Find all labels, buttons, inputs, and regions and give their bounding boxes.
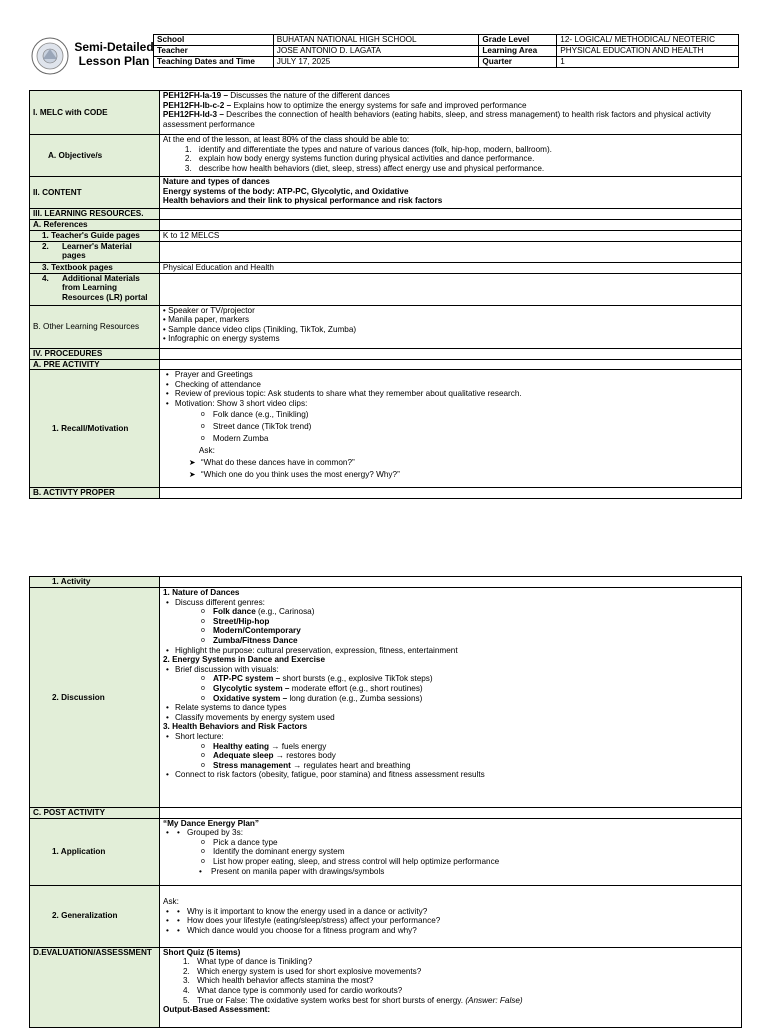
melc-label: I. MELC with CODE (30, 91, 160, 135)
system-item: o ATP-PC system – short bursts (e.g., explosive TikTok steps) (163, 674, 738, 684)
recall-item: • Prayer and Greetings (163, 370, 738, 380)
genre-item: o Modern/Contemporary (163, 626, 738, 636)
evaluation-label: D.EVALUATION/ASSESSMENT (30, 947, 160, 1027)
dates-value: JULY 17, 2025 (273, 57, 479, 68)
question-item: How does your lifestyle (eating/sleep/stress) affect your performance? (186, 916, 441, 926)
melc-item: PEH12FH-Id-3 – Describes the connection of health behaviors (eating habits, sleep, and stress management) to health risk factors and physical activity assessment performance (162, 110, 711, 129)
recall-label: 1. Recall/Motivation (30, 370, 160, 488)
discussion-label: 2. Discussion (30, 588, 160, 808)
list-item: • Relate systems to dance types (163, 703, 738, 713)
grade-label: Grade Level (479, 35, 557, 46)
other-resources-label: B. Other Learning Resources (30, 305, 160, 348)
teacher-value: JOSE ANTONIO D. LAGATA (273, 46, 479, 57)
genre-item: o Folk dance (e.g., Carinosa) (163, 607, 738, 617)
discussion-content (159, 588, 741, 808)
list-item: Grouped by 3s: (186, 828, 243, 838)
content-lines (159, 177, 741, 209)
section-title: 2. Energy Systems in Dance and Exercise (162, 655, 325, 665)
generalization-content: Ask: • • Why is it important to know the energy used in a dance or activity? • • How does your lifestyle (eating/sleep/stress) affect your performance? • • Which dance would you choose for a fitness program and why? (159, 885, 741, 947)
objective-item: 3. describe how health behaviors (diet, sleep, stress) affect energy use and physical performance. (184, 163, 545, 173)
resource-item: • Infographic on energy systems (162, 334, 280, 344)
teacher-label: Teacher (154, 46, 274, 57)
quarter-value: 1 (557, 57, 739, 68)
quarter-label: Quarter (479, 57, 557, 68)
generalization-label: 2. Generalization (30, 885, 160, 947)
step-item: o Identify the dominant energy system (163, 847, 738, 857)
step-item: o List how proper eating, sleep, and stress control will help optimize performance (163, 857, 738, 867)
video-clip-item: o Folk dance (e.g., Tinikling) (163, 409, 738, 421)
video-clip-item: o Modern Zumba (163, 433, 738, 445)
teachers-guide-label: 1. Teacher's Guide pages (30, 230, 160, 241)
system-item: o Oxidative system – long duration (e.g., Zumba sessions) (163, 694, 738, 704)
behavior-item: o Healthy eating → fuels energy (163, 742, 738, 752)
list-item: • Present on manila paper with drawings/symbols (198, 866, 385, 876)
resource-item: • Speaker or TV/projector (162, 305, 255, 315)
question-item: Which dance would you choose for a fitness program and why? (186, 925, 417, 935)
quiz-item: 3. Which health behavior affects stamina the most? (182, 976, 374, 986)
document-title (74, 40, 154, 68)
step-item: o Pick a dance type (163, 838, 738, 848)
list-item: • Highlight the purpose: cultural preservation, expression, fitness, entertainment (163, 646, 738, 656)
objectives-content (159, 135, 741, 177)
quiz-item: 4. What dance type is commonly used for cardio workouts? (182, 985, 403, 995)
recall-item: • Review of previous topic: Ask students to share what they remember about qualitative research. (163, 389, 738, 399)
content-label: II. CONTENT (30, 177, 160, 209)
quiz-item: 1. What type of dance is Tinikling? (182, 957, 313, 967)
question-item: Why is it important to know the energy used in a dance or activity? (186, 906, 428, 916)
recall-content (159, 370, 741, 488)
procedures-label: IV. PROCEDURES (30, 348, 160, 359)
recall-item: • Checking of attendance (163, 380, 738, 390)
post-activity-label: C. POST ACTIVITY (30, 808, 160, 819)
grade-value: 12- LOGICAL/ METHODICAL/ NEOTERIC (557, 35, 739, 46)
resources-label: III. LEARNING RESOURCES. (30, 209, 160, 220)
school-value: BUHATAN NATIONAL HIGH SCHOOL (273, 35, 479, 46)
lesson-table-page1 (29, 90, 742, 499)
application-label: 1. Application (30, 818, 160, 885)
pre-activity-label: A. PRE ACTIVITY (30, 359, 160, 370)
teachers-guide-value: K to 12 MELCS (159, 230, 741, 241)
video-clip-item: o Street dance (TikTok trend) (163, 421, 738, 433)
school-label: School (154, 35, 274, 46)
content-line: Nature and types of dances (162, 177, 270, 186)
resource-item: • Manila paper, markers (162, 315, 250, 325)
references-label: A. References (30, 220, 160, 231)
recall-item: • Motivation: Show 3 short video clips: (163, 399, 738, 409)
ask-question: ➤ “What do these dances have in common?” (163, 457, 738, 469)
behavior-item: o Adequate sleep → restores body (163, 751, 738, 761)
objectives-label: A. Objective/s (30, 135, 160, 177)
list-item: • Connect to risk factors (obesity, fatigue, poor stamina) and fitness assessment results (163, 770, 738, 780)
melc-content (159, 91, 741, 135)
ask-label: Ask: (162, 896, 179, 906)
activity-proper-label: B. ACTIVTY PROPER (30, 488, 160, 499)
ask-question: ➤ “Which one do you think uses the most energy? Why?” (163, 469, 738, 481)
quiz-item: 2. Which energy system is used for short explosive movements? (182, 966, 422, 976)
objective-item: 2. explain how body energy systems function during physical activities and dance performance. (184, 154, 535, 164)
genre-item: o Zumba/Fitness Dance (163, 636, 738, 646)
melc-item: PEH12FH-Ia-19 – Discusses the nature of the different dances (162, 91, 390, 100)
application-title: “My Dance Energy Plan” (162, 818, 259, 828)
resource-item: • Sample dance video clips (Tinikling, TikTok, Zumba) (162, 324, 357, 334)
objective-item: 1. identify and differentiate the types and nature of various dances (folk, hip-hop, modern, ballroom). (184, 144, 552, 154)
area-label: Learning Area (479, 46, 557, 57)
section-title: 3. Health Behaviors and Risk Factors (162, 722, 308, 732)
list-item: • Classify movements by energy system used (163, 713, 738, 723)
learners-material-label: 2. Learner's Material pages (30, 241, 160, 262)
dates-label: Teaching Dates and Time (154, 57, 274, 68)
other-resources-list (159, 305, 741, 348)
title-line-1: Semi-Detailed (74, 40, 154, 54)
textbook-value: Physical Education and Health (159, 262, 741, 273)
header-table (153, 34, 739, 68)
behavior-item: o Stress management → regulates heart and breathing (163, 761, 738, 771)
quiz-title: Short Quiz (5 items) (162, 947, 241, 957)
content-line: Health behaviors and their link to physical performance and risk factors (162, 196, 443, 206)
content-line: Energy systems of the body: ATP-PC, Glycolytic, and Oxidative (162, 186, 409, 196)
area-value: PHYSICAL EDUCATION AND HEALTH (557, 46, 739, 57)
list-item: • Brief discussion with visuals: (163, 665, 738, 675)
activity-label: 1. Activity (30, 577, 160, 588)
quiz-item: 5. True or False: The oxidative system works best for short bursts of energy. (Answer: False) (182, 995, 523, 1005)
additional-materials-label: 4. Additional Materials from Learning Resources (LR) portal (30, 273, 160, 305)
melc-item: PEH12FH-Ib-c-2 – Explains how to optimize the energy systems for safe and improved performance (162, 100, 527, 110)
deped-seal (31, 37, 69, 75)
objectives-intro: At the end of the lesson, at least 80% of the class should be able to: (162, 135, 410, 144)
quiz-answer: (Answer: False) (465, 995, 523, 1005)
system-item: o Glycolytic system – moderate effort (e.g., short routines) (163, 684, 738, 694)
title-line-2: Lesson Plan (78, 54, 150, 68)
section-title: 1. Nature of Dances (162, 588, 240, 597)
evaluation-content (159, 947, 741, 1027)
output-assessment-title: Output-Based Assessment: (162, 1005, 271, 1015)
application-content: “My Dance Energy Plan” • • Grouped by 3s: o Pick a dance type o Identify the dominant energy system o List how proper eating, sleep, and stress control will help optimize performance • Present on manila paper with drawings/symbols (159, 818, 741, 885)
textbook-label: 3. Textbook pages (30, 262, 160, 273)
ask-label: Ask: (198, 445, 215, 455)
list-item: • Discuss different genres: (163, 598, 738, 608)
genre-item: o Street/Hip-hop (163, 617, 738, 627)
list-item: • Short lecture: (163, 732, 738, 742)
lesson-table-page2 (29, 576, 742, 1028)
